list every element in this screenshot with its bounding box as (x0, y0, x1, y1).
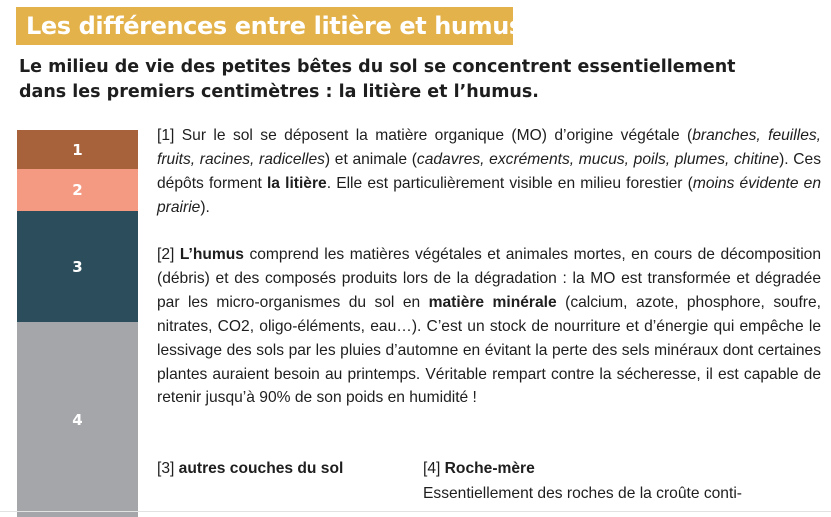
paragraph-litter (157, 124, 821, 220)
section-4-label: Roche-mère (444, 460, 535, 477)
p1-text-1: [1] Sur le sol se déposent la matière organique (MO) d’origine végétale ( (157, 127, 693, 144)
section-3-heading (157, 457, 343, 481)
p2-bold-humus: L’humus (179, 246, 244, 263)
bottom-divider (0, 511, 831, 512)
paragraph-humus (157, 243, 821, 410)
subtitle-line-1: Le milieu de vie des petites bêtes du sol se concentrent essentiellement (19, 57, 736, 77)
section-4-body: Essentiellement des roches de la croûte conti- (423, 485, 742, 502)
section-3-label: autres couches du sol (178, 460, 344, 477)
layer-4-bedrock: 4 (17, 322, 138, 517)
p1-text-2: ) et animale ( (324, 150, 417, 168)
subtitle-line-2: dans les premiers centimètres : la litière et l’humus. (19, 82, 539, 102)
p1-italic-3: moins évidente en prairie (157, 174, 821, 216)
layer-2-humus: 2 (17, 169, 138, 211)
p1-bold-litter: la litière (266, 174, 327, 192)
title-banner (16, 7, 523, 45)
soil-layers-diagram (17, 130, 138, 517)
section-4-number: [4] (423, 460, 445, 477)
section-3-number: [3] (157, 460, 179, 477)
p1-text-5: ). (200, 198, 210, 216)
p1-italic-2: cadavres, excréments, mucus, poils, plumes, chitine (416, 150, 780, 168)
p2-text-2: comprend les matières végétales et animales mortes, en cours de décomposition (débris) et des composés produits lors de la dégradation : la MO est transformée et dégradée par les micro-organismes du sol en (157, 246, 821, 311)
p2-text-3: (calcium, azote, phosphore, soufre, nitrates, CO2, oligo-éléments, eau…). C’est un stock de nourriture et d’énergie qui empêche le lessivage des sols par les pluies d’automne en évitant la perte des sels minéraux dont certaines plantes auraient besoin au printemps. Véritable rempart contre la sécheresse, il est capable de retenir jusqu’à 90% de son poids en humidité ! (157, 293, 821, 407)
p1-text-4: . Elle est particulièrement visible en milieu forestier ( (326, 174, 693, 192)
layer-3-other-soil: 3 (17, 211, 138, 322)
p1-italic-1: branches, feuilles, fruits, racines, radicelles (157, 127, 822, 168)
intro-subtitle (19, 55, 809, 105)
layer-1-litter: 1 (17, 130, 138, 169)
p1-text-3: ). Ces dépôts forment (157, 150, 821, 192)
page-title: Les différences entre litière et humus (26, 12, 523, 40)
p2-text-1: [2] (157, 246, 180, 263)
p2-bold-mineral: matière minérale (428, 293, 557, 311)
section-4-heading (423, 457, 535, 481)
